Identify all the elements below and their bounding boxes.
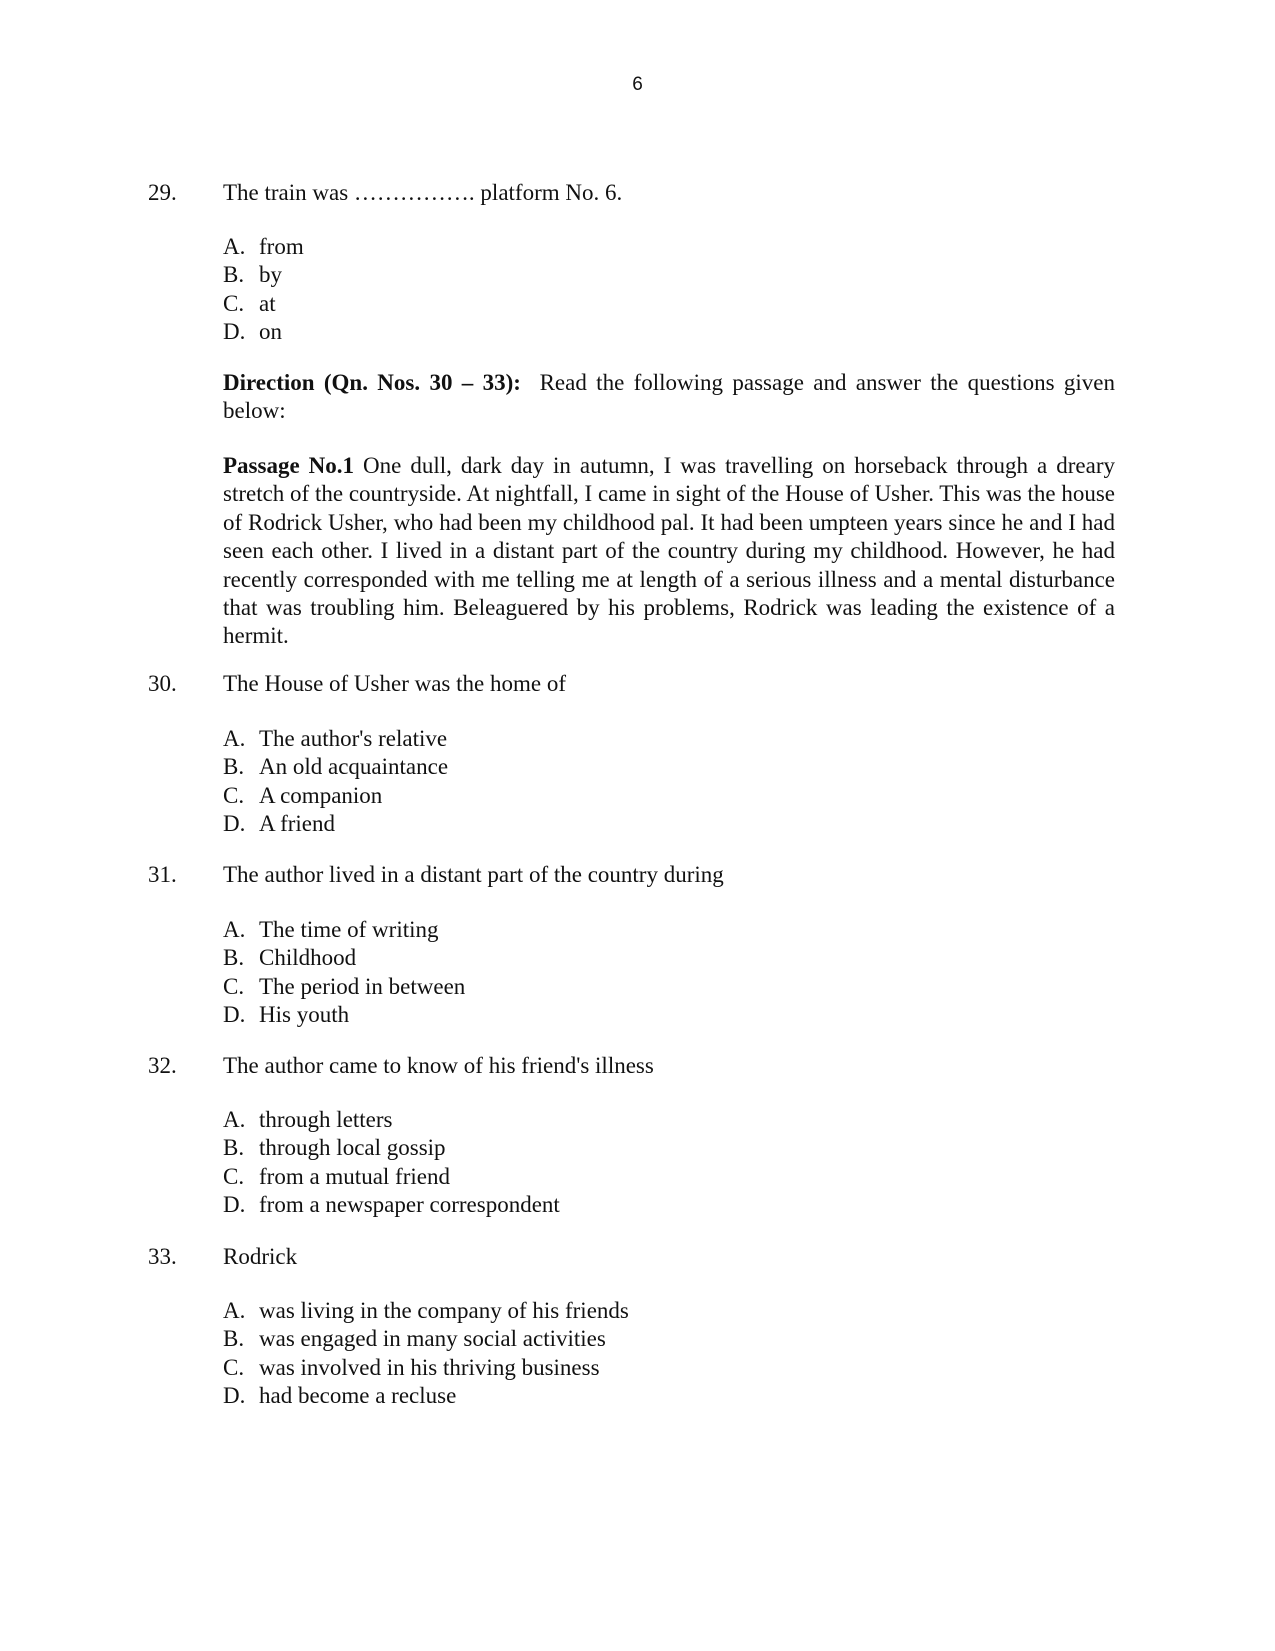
question-number: 29. bbox=[148, 180, 177, 205]
options-31 bbox=[223, 916, 465, 1029]
question-29 bbox=[148, 179, 1128, 207]
option-d: D. from a newspaper correspondent bbox=[223, 1191, 560, 1217]
direction-text: Read the following passage and answer the questions given below: bbox=[223, 370, 1115, 424]
option-a: A. from bbox=[223, 234, 304, 259]
option-a: A. The author's relative bbox=[223, 726, 448, 751]
passage-label: Passage No.1 bbox=[223, 453, 355, 478]
option-c: C. was involved in his thriving business bbox=[223, 1354, 600, 1380]
option-c: C. The period in between bbox=[223, 973, 466, 999]
question-text: The author came to know of his friend's illness bbox=[223, 1053, 654, 1078]
option-b: B. by bbox=[223, 262, 282, 288]
options-33 bbox=[223, 1297, 629, 1410]
direction bbox=[223, 369, 1115, 426]
option-a: A. through letters bbox=[223, 1107, 393, 1132]
option-c: C. at bbox=[223, 290, 276, 316]
option-d: D. had become a recluse bbox=[223, 1382, 457, 1408]
option-b: B. was engaged in many social activities bbox=[223, 1326, 606, 1352]
question-33 bbox=[148, 1243, 1128, 1271]
option-b: B. through local gossip bbox=[223, 1135, 446, 1161]
question-30 bbox=[148, 670, 1128, 698]
option-d: D. A friend bbox=[223, 810, 336, 836]
question-number: 31. bbox=[148, 862, 177, 887]
option-d: D. His youth bbox=[223, 1001, 350, 1027]
option-b: B. An old acquaintance bbox=[223, 754, 449, 780]
question-text: The House of Usher was the home of bbox=[223, 671, 566, 696]
question-number: 32. bbox=[148, 1053, 177, 1078]
question-number: 30. bbox=[148, 671, 177, 696]
option-c: C. A companion bbox=[223, 782, 383, 808]
option-c: C. from a mutual friend bbox=[223, 1163, 450, 1189]
direction-label: Direction (Qn. Nos. 30 – 33): bbox=[223, 370, 521, 395]
page-number: 6 bbox=[632, 74, 643, 95]
question-text: Rodrick bbox=[223, 1244, 298, 1269]
options-30 bbox=[223, 725, 448, 838]
question-text: The author lived in a distant part of the country during bbox=[223, 862, 724, 887]
option-a: A. was living in the company of his friends bbox=[223, 1298, 629, 1323]
question-31 bbox=[148, 861, 1128, 889]
question-text: The train was ……………. platform No. 6. bbox=[223, 180, 623, 205]
options-29 bbox=[223, 233, 304, 346]
question-32 bbox=[148, 1052, 1128, 1080]
option-b: B. Childhood bbox=[223, 945, 357, 971]
question-number: 33. bbox=[148, 1244, 177, 1269]
passage bbox=[223, 452, 1115, 651]
option-d: D. on bbox=[223, 318, 282, 344]
passage-text: One dull, dark day in autumn, I was travelling on horseback through a dreary stretch of the countryside. At nightfall, I came in sight of the House of Usher. This was the house of Rodrick Usher, who had been my childhood pal. It had been umpteen years since he and I had seen each other. I lived in a distant part of the country during my childhood. However, he had recently corresponded with me telling me at length of a serious illness and a mental disturbance that was troubling him. Beleaguered by his problems, Rodrick was leading the existence of a hermit. bbox=[223, 453, 1115, 649]
option-a: A. The time of writing bbox=[223, 917, 439, 942]
options-32 bbox=[223, 1106, 560, 1219]
